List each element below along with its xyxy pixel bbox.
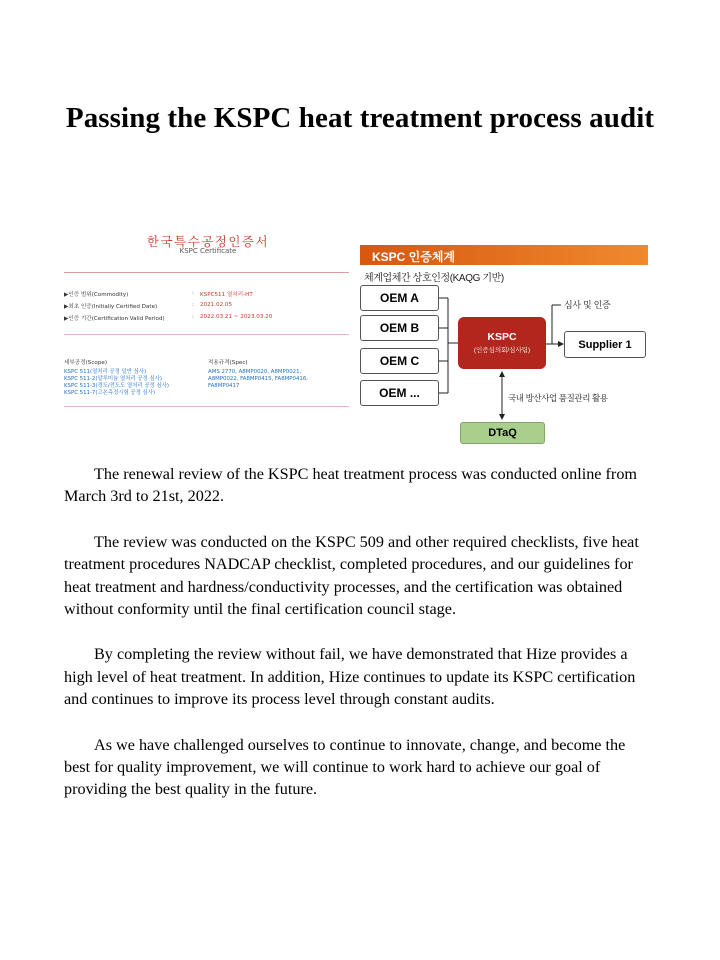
- oem-box-b: OEM B: [360, 315, 439, 341]
- banner-label: KSPC 인증체계: [372, 250, 456, 264]
- certificate-title: 한국특수공정인증서: [146, 234, 270, 249]
- certificate-row-commodity: [64, 290, 352, 300]
- certificate-divider: [64, 272, 349, 273]
- row-colon: :: [192, 314, 194, 320]
- row-colon: :: [192, 290, 194, 296]
- diagram-caption: 체계업체간 상호인정(KAQG 기반): [364, 273, 504, 284]
- certificate-scope: [64, 360, 199, 397]
- paragraph: The renewal review of the KSPC heat treatment process was conducted online from March 3rd to 21st, 2022.: [64, 465, 638, 506]
- oem-box-a: OEM A: [360, 285, 439, 311]
- row-value: KSPC511 열처리-HT: [200, 292, 253, 298]
- kspc-box: [458, 317, 546, 369]
- certificate-subtitle: KSPC Certificate: [179, 247, 237, 255]
- audit-note: 심사 및 인증: [564, 300, 611, 310]
- diagram-banner: [360, 245, 648, 265]
- spec-header: 적용규격(Spec): [208, 360, 248, 366]
- row-label: ▶인증 범위(Commodity): [64, 292, 129, 298]
- supplier-box: Supplier 1: [564, 331, 646, 358]
- scope-item: KSPC 511-2(알루미늄 열처리 공정 심사): [64, 376, 162, 382]
- page-title: Passing the KSPC heat treatment process audit: [65, 102, 655, 134]
- spec-item: AMS 2770, A8MP0020, A8MP0021,: [208, 369, 302, 375]
- kspc-sublabel: (인증심의회/심사팀): [473, 347, 531, 354]
- certificate-row-initial-date: [64, 302, 352, 312]
- row-value: 2021.02.05: [200, 302, 233, 308]
- spec-item: A8MP0022, FA8MP0415, FA8MP0416,: [208, 376, 308, 382]
- paragraph: As we have challenged ourselves to continue to innovate, change, and become the best for quality improvement, we will continue to work hard to achieve our goal of providing the best quality in the future.: [64, 735, 626, 799]
- paragraph: By completing the review without fail, we have demonstrated that Hize provides a high level of heat treatment. In addition, Hize continues to update its KSPC certification and continues to improve its process level through constant audits.: [64, 645, 636, 709]
- dtaq-note: 국내 방산사업 품질관리 활용: [508, 393, 608, 403]
- row-value: 2022.03.21 ~ 2023.03.20: [200, 314, 273, 320]
- row-colon: :: [192, 302, 194, 308]
- certificate-image: [64, 226, 352, 410]
- certificate-spec: [208, 360, 348, 390]
- paragraph: The review was conducted on the KSPC 509 and other required checklists, five heat treatment procedures NADCAP checklist, completed procedures, and our guidelines for heat treatment and hardness/conductivity processes, and the certification was obtained without conformity until the final certification council stage.: [64, 532, 639, 619]
- scope-item: KSPC 511-3(경도/전도도 열처리 공정 심사): [64, 383, 170, 389]
- row-label: ▶최초 인증(Initially Certified Date): [64, 304, 158, 310]
- dtaq-box: DTaQ: [460, 422, 545, 444]
- article-body: [64, 463, 644, 824]
- scope-header: 세부공정(Scope): [64, 360, 108, 366]
- certificate-divider: [64, 406, 349, 407]
- oem-box-c: OEM C: [360, 348, 439, 374]
- oem-box-more: OEM ...: [360, 380, 439, 406]
- row-label: ▶인증 기간(Certification Valid Period): [64, 316, 165, 322]
- certificate-row-valid-period: [64, 314, 352, 324]
- scope-item: KSPC 511(열처리 공정 일반 심사): [64, 369, 147, 375]
- kspc-system-diagram: [358, 243, 650, 448]
- kspc-label: KSPC: [487, 331, 517, 343]
- certificate-divider: [64, 334, 349, 335]
- spec-item: FA8MP0417: [208, 383, 240, 389]
- scope-item: KSPC 511-7(고온측정시험 공정 심사): [64, 390, 156, 396]
